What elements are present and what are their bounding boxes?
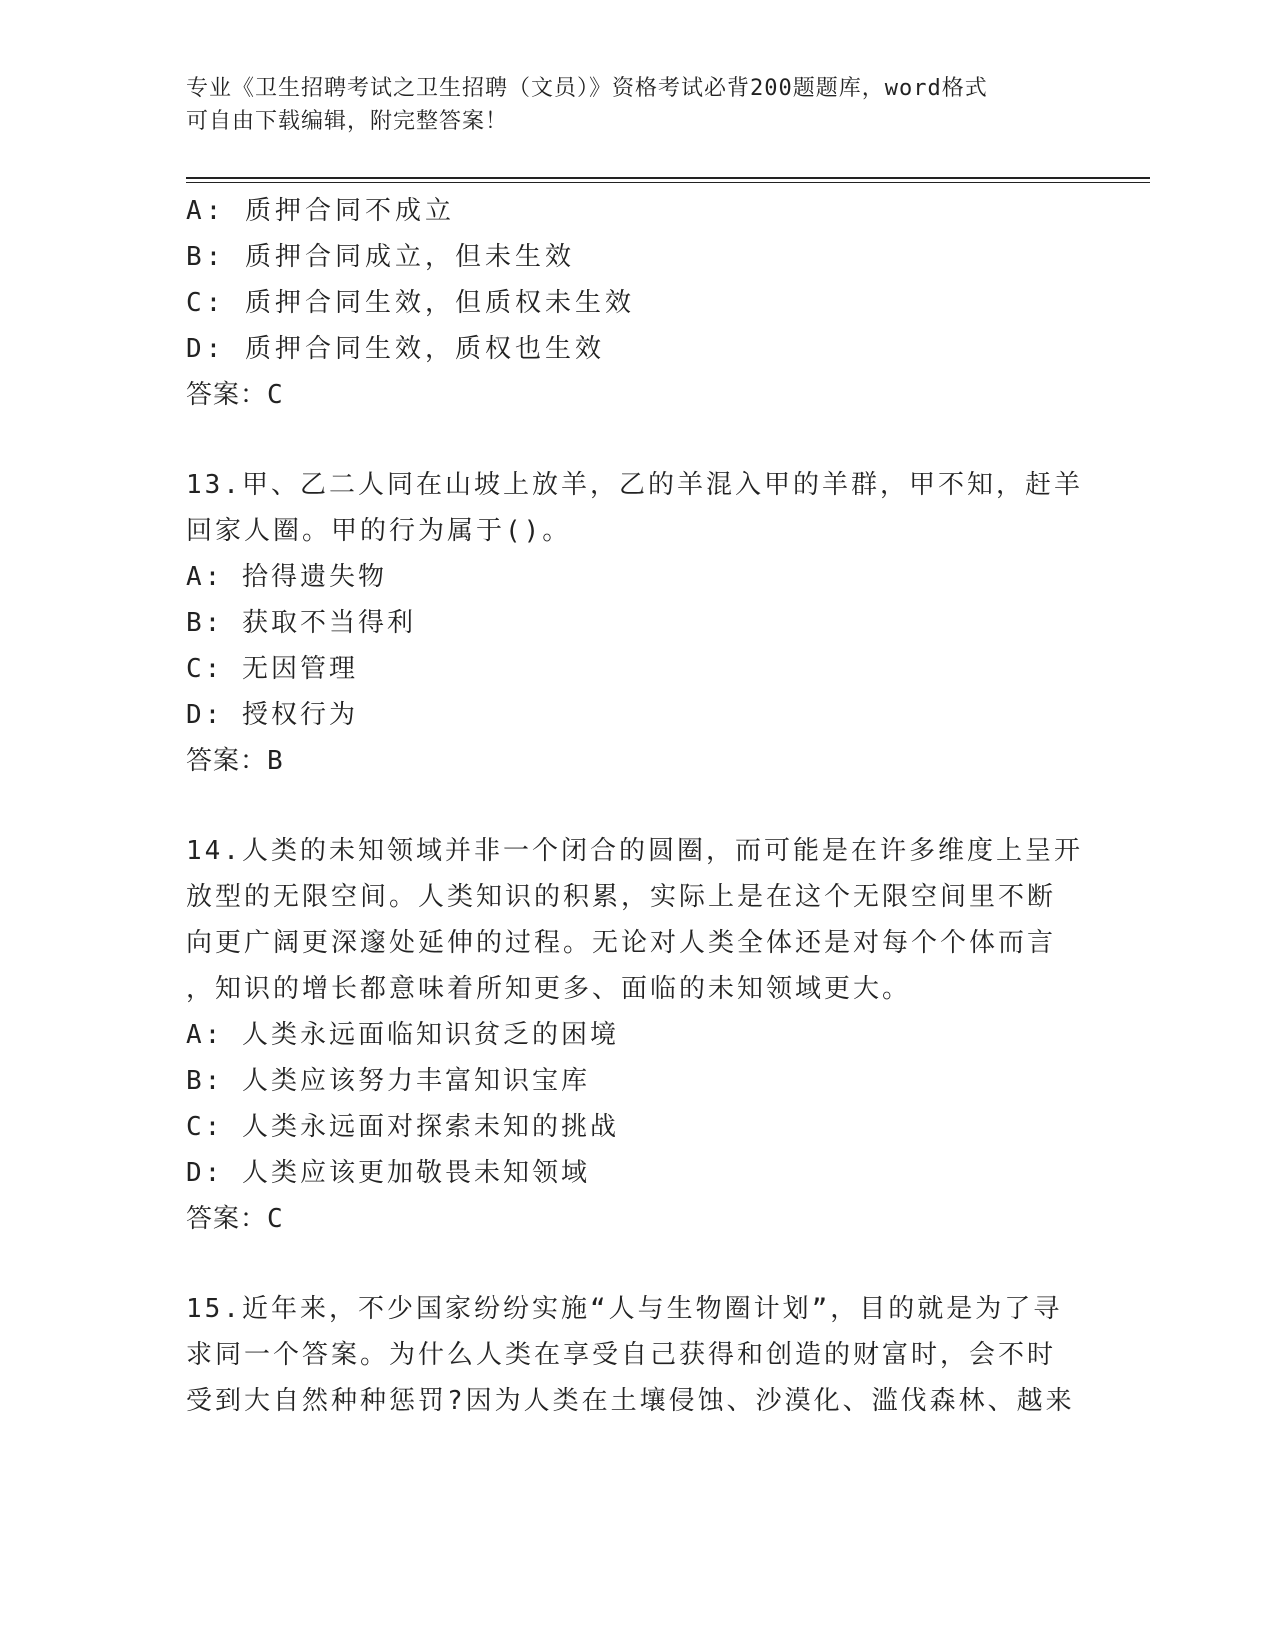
option-b: B: 获取不当得利 <box>186 608 416 638</box>
option-a: A: 人类永远面临知识贫乏的困境 <box>186 1020 619 1050</box>
document-body <box>186 188 1086 1424</box>
option-a: A: 拾得遗失物 <box>186 562 387 592</box>
question-stem-line: 14.人类的未知领域并非一个闭合的圆圈，而可能是在许多维度上呈开 <box>186 836 1083 866</box>
option-b: B: 质押合同成立，但未生效 <box>186 242 575 272</box>
spacer <box>186 418 1086 462</box>
option-d: D: 人类应该更加敬畏未知领域 <box>186 1158 590 1188</box>
header-line-2: 可自由下载编辑，附完整答案！ <box>186 109 509 134</box>
question-stem-line: 13.甲、乙二人同在山坡上放羊，乙的羊混入甲的羊群，甲不知，赶羊 <box>186 470 1083 500</box>
answer-line: 答案：B <box>186 746 284 776</box>
question-stem-line: 回家人圈。甲的行为属于()。 <box>186 516 572 546</box>
option-d: D: 授权行为 <box>186 700 358 730</box>
spacer <box>186 784 1086 828</box>
answer-line: 答案：C <box>186 380 284 410</box>
answer-line: 答案：C <box>186 1204 284 1234</box>
option-c: C: 无因管理 <box>186 654 358 684</box>
question-15 <box>186 1286 1086 1424</box>
option-a: A: 质押合同不成立 <box>186 196 455 226</box>
question-stem-line: 向更广阔更深邃处延伸的过程。无论对人类全体还是对每个个体而言 <box>186 928 1057 958</box>
header-line-1: 专业《卫生招聘考试之卫生招聘（文员）》资格考试必背200题题库，word格式 <box>186 76 988 101</box>
question-12 <box>186 188 1086 418</box>
option-c: C: 质押合同生效，但质权未生效 <box>186 288 635 318</box>
spacer <box>186 1242 1086 1286</box>
question-stem-line: 求同一个答案。为什么人类在享受自己获得和创造的财富时，会不时 <box>186 1340 1057 1370</box>
question-stem-line: 放型的无限空间。人类知识的积累，实际上是在这个无限空间里不断 <box>186 882 1057 912</box>
option-d: D: 质押合同生效，质权也生效 <box>186 334 605 364</box>
header-rule-thick <box>186 177 1150 179</box>
question-stem-line: 受到大自然种种惩罚?因为人类在土壤侵蚀、沙漠化、滥伐森林、越来 <box>186 1386 1075 1416</box>
header-rule-thin <box>186 182 1150 183</box>
question-stem-line: 15.近年来，不少国家纷纷实施“人与生物圈计划”，目的就是为了寻 <box>186 1294 1063 1324</box>
question-13 <box>186 462 1086 784</box>
document-header <box>186 72 1066 138</box>
question-14 <box>186 828 1086 1242</box>
question-stem-line: ，知识的增长都意味着所知更多、面临的未知领域更大。 <box>186 974 912 1004</box>
option-c: C: 人类永远面对探索未知的挑战 <box>186 1112 619 1142</box>
option-b: B: 人类应该努力丰富知识宝库 <box>186 1066 590 1096</box>
